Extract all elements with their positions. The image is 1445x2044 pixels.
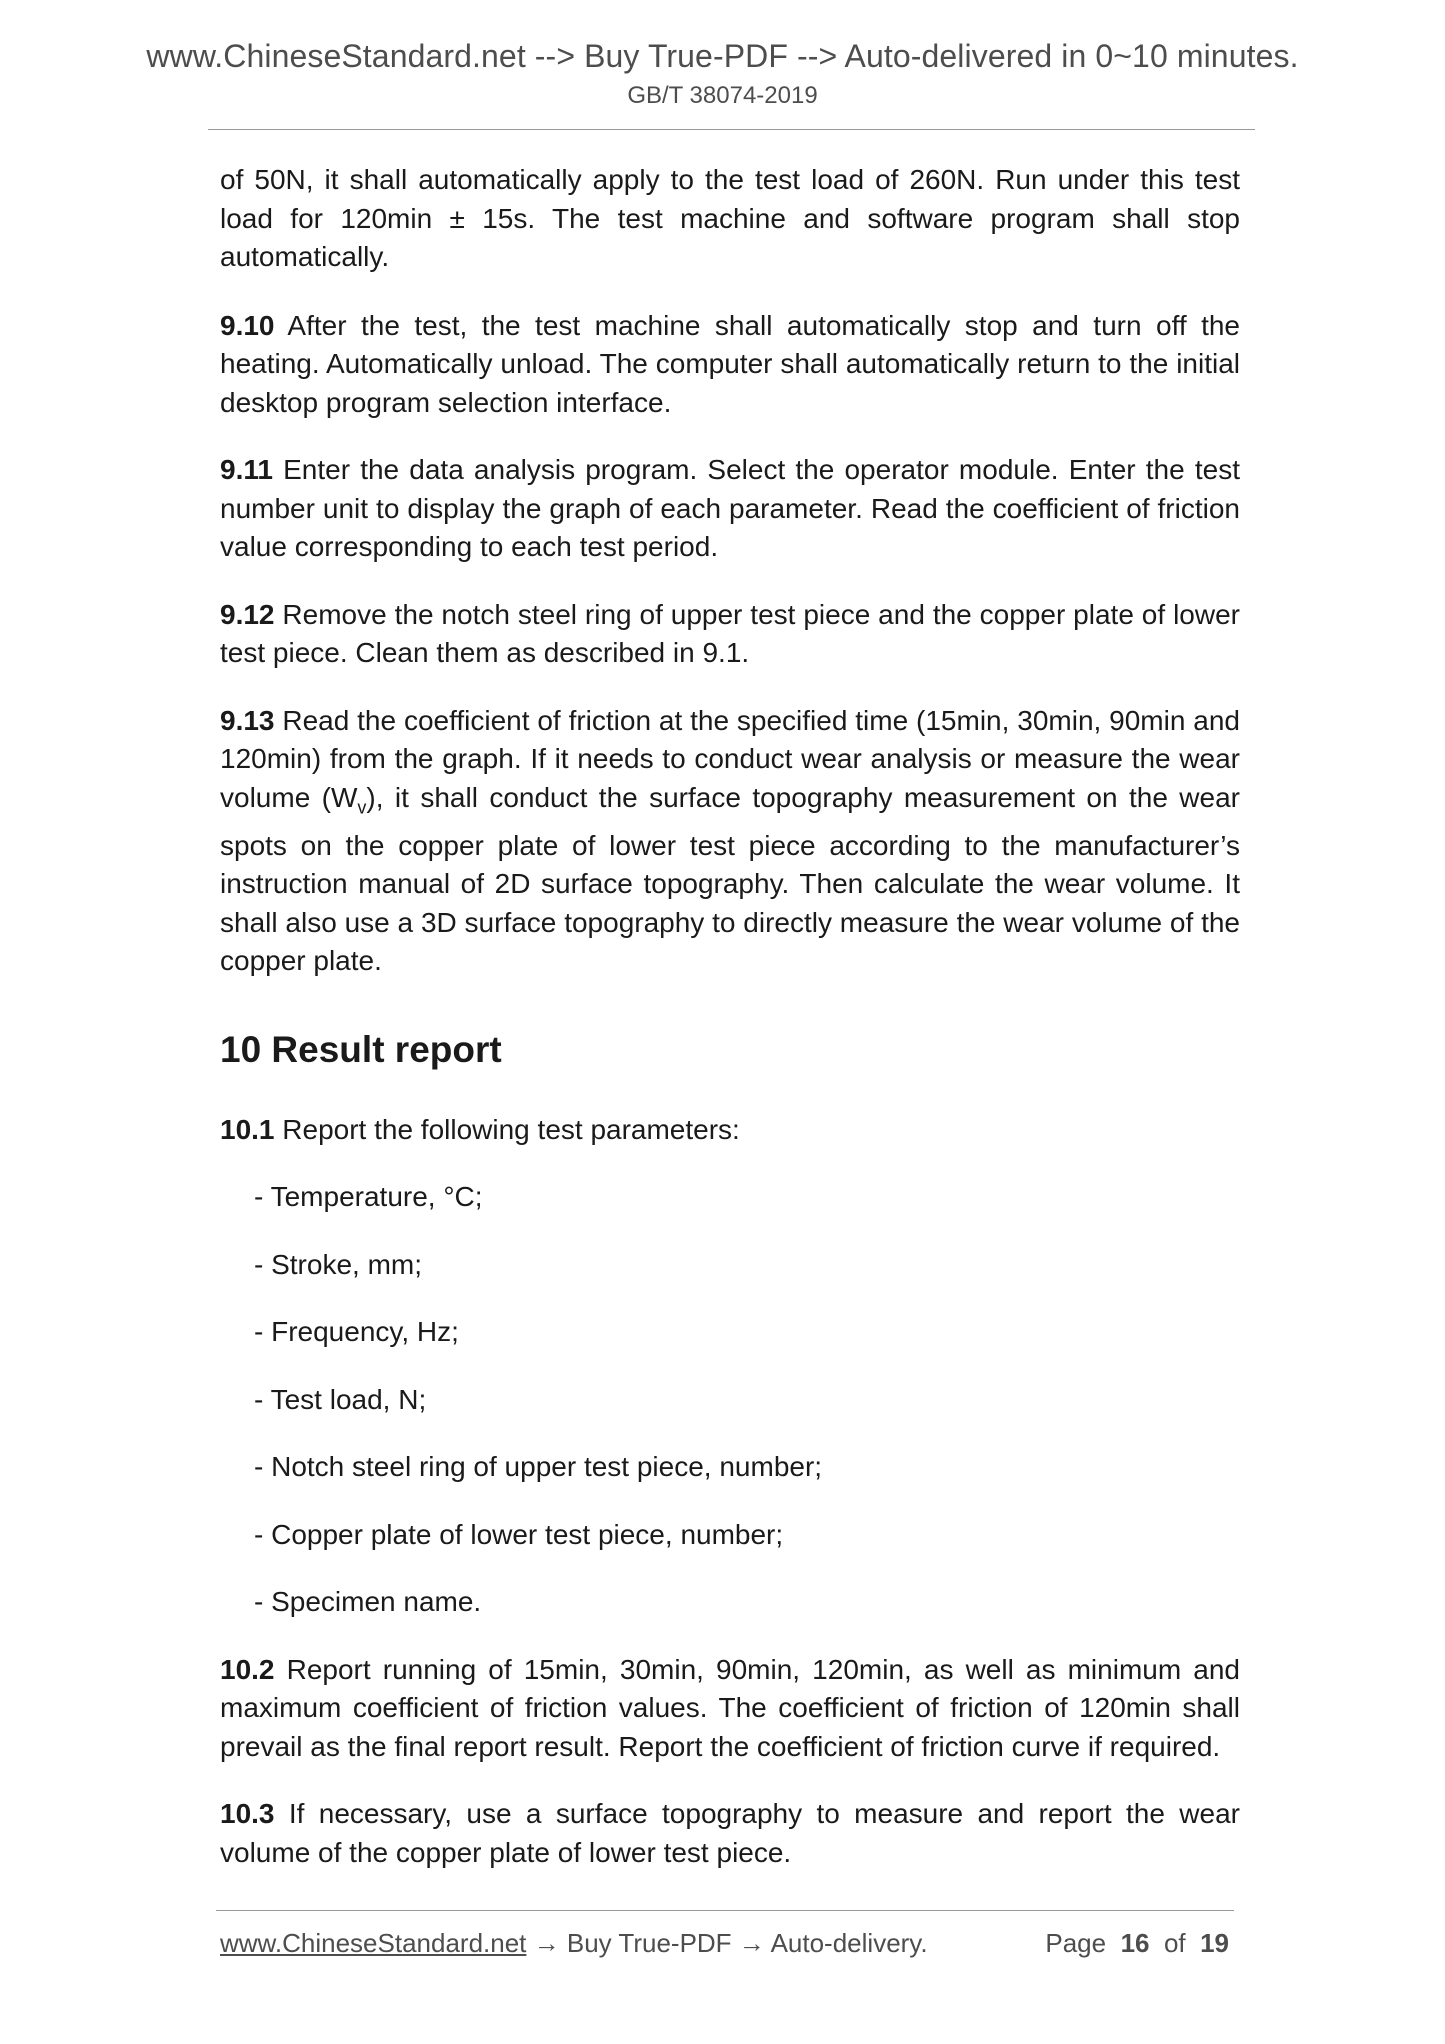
list-item-specimen-name: - Specimen name. (254, 1586, 482, 1618)
clause-number: 9.11 (220, 454, 273, 485)
list-item-frequency: - Frequency, Hz; (254, 1316, 459, 1348)
standard-number: GB/T 38074-2019 (627, 82, 818, 109)
footer-link[interactable]: www.ChineseStandard.net (220, 1928, 527, 1958)
clause-text: If necessary, use a surface topography to measure and report the wear volume of the copper plate of lower test piece. (220, 1798, 1240, 1868)
page-total: 19 (1200, 1928, 1229, 1958)
list-item-stroke: - Stroke, mm; (254, 1248, 423, 1280)
paragraph-continued: of 50N, it shall automatically apply to the test load of 260N. Run under this test load for 120min ± 15s. The test machine and software program shall stop automatically. (220, 164, 1240, 272)
document-body (220, 161, 1240, 1901)
page-indicator (1045, 1928, 1229, 1959)
clause-10-3 (220, 1795, 1240, 1872)
list-item-test-load: - Test load, N; (254, 1383, 427, 1415)
clause-text: Report running of 15min, 30min, 90min, 120min, as well as minimum and maximum coefficient of friction values. The coefficient of friction of 120min shall prevail as the final report result. Report the coefficient of friction curve if required. (220, 1653, 1240, 1762)
clause-number: 9.12 (220, 598, 275, 630)
clause-9-12 (220, 596, 1240, 673)
list-item-temperature: - Temperature, °C; (254, 1181, 483, 1213)
clause-text: Enter the data analysis program. Select the operator module. Enter the test number unit to display the graph of each parameter. Read the coefficient of friction value corresponding to each test period. (220, 454, 1240, 562)
clause-number: 9.13 (220, 704, 275, 736)
clause-10-2 (220, 1651, 1240, 1767)
subscript-v: v (357, 797, 367, 818)
clause-number: 10.3 (220, 1798, 275, 1830)
footer-tail: → Buy True-PDF → Auto-delivery. (526, 1928, 928, 1958)
header-banner: www.ChineseStandard.net --> Buy True-PDF --> Auto-delivered in 0~10 minutes. (146, 38, 1299, 74)
of-label: of (1163, 1928, 1186, 1958)
clause-10-1 (220, 1111, 1240, 1150)
page-number: 16 (1120, 1928, 1150, 1958)
clause-text-cont: ), it shall conduct the surface topography measurement on the wear spots on the copper plate of lower test piece according to the manufacturer’s instruction manual of 2D surface topography. Then calculate the wear volume. It shall also use a 3D surface topography to directly measure the wear volume of the copper plate. (220, 781, 1240, 977)
clause-text: Remove the notch steel ring of upper test piece and the copper plate of lower test piece. Clean them as described in 9.1. (220, 598, 1240, 668)
clause-9-10 (220, 307, 1240, 423)
footer-left (220, 1928, 928, 1959)
clause-text: After the test, the test machine shall automatically stop and turn off the heating. Automatically unload. The computer shall automatically return to the initial desktop program selection interface. (220, 309, 1240, 418)
footer-divider (216, 1910, 1234, 1911)
clause-number: 9.10 (220, 309, 275, 341)
clause-number: 10.2 (220, 1653, 275, 1685)
clause-9-11 (220, 451, 1240, 567)
clause-text: Read the coefficient of friction at the specified time (15min, 30min, 90min and 120min) from the graph. If it needs to conduct wear analysis or measure the wear volume (W (220, 704, 1240, 813)
clause-number: 10.1 (220, 1113, 275, 1145)
page-label: Page (1045, 1928, 1107, 1958)
clause-text: Report the following test parameters: (274, 1113, 740, 1145)
list-item-steel-ring: - Notch steel ring of upper test piece, number; (254, 1451, 823, 1483)
clause-9-13 (220, 702, 1240, 981)
section-heading: 10 Result report (220, 1028, 502, 1070)
header-divider (208, 129, 1255, 130)
list-item-copper-plate: - Copper plate of lower test piece, number; (254, 1518, 784, 1550)
